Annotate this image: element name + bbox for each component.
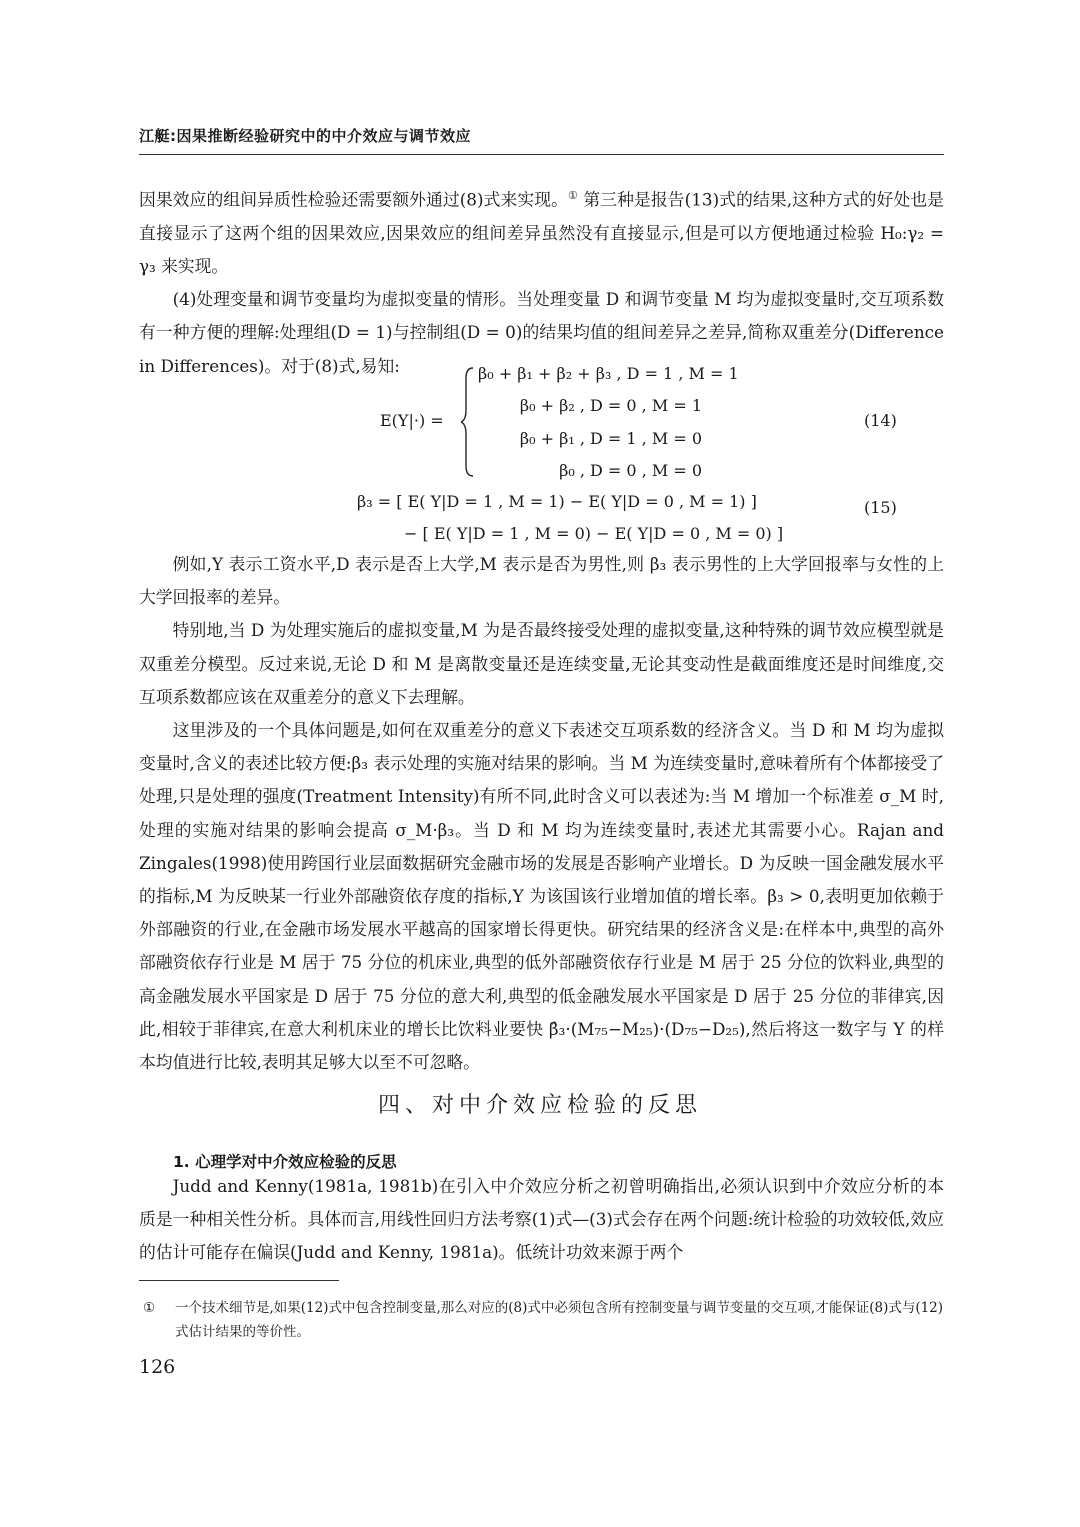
eq14-case-3: β₀ + β₁ , D = 1 , M = 0 <box>519 429 702 448</box>
eq14-number: (14) <box>864 411 897 430</box>
section-title: 四、对中介效应检验的反思 <box>377 1093 702 1118</box>
footnote-ref[interactable]: ① <box>567 189 578 202</box>
paragraph-2: (4)处理变量和调节变量均为虚拟变量的情形。当处理变量 D 和调节变量 M 均为虚拟变量时,交互项系数有一种方便的理解:处理组(D = 1)与控制组(D = 0)的结果均值的组间差异之差异,简称双重差分(Difference in Differences)。对于(8)式,易知: <box>139 289 944 376</box>
header-rule <box>139 154 944 155</box>
body-middle <box>139 548 944 1079</box>
body-bottom <box>139 1170 944 1270</box>
paragraph-5: 这里涉及的一个具体问题是,如何在双重差分的意义下表述交互项系数的经济含义。当 D 和 M 均为虚拟变量时,含义的表述比较方便:β₃ 表示处理的实施对结果的影响。当 M 为连续变量时,意味着所有个体都接受了处理,只是处理的强度(Treatment Intensity)有所不同,此时含义可以表述为:当 M 增加一个标准差 σ_M 时,处理的实施对结果的影响会提高 σ_M·β₃。当 D 和 M 均为连续变量时,表述尤其需要小心。Rajan and Zingales(1998)使用跨国行业层面数据研究金融市场的发展是否影响产业增长。D 为反映一国金融发展水平的指标,M 为反映某一行业外部融资依存度的指标,Y 为该国该行业增加值的增长率。β₃ > 0,表明更加依赖于外部融资的行业,在金融市场发展水平越高的国家增长得更快。研究结果的经济含义是:在样本中,典型的高外部融资依存行业是 M 居于 75 分位的机床业,典型的低外部融资依存行业是 M 居于 25 分位的饮料业,典型的高金融发展水平国家是 D 居于 75 分位的意大利,典型的低金融发展水平国家是 D 居于 25 分位的菲律宾,因此,相较于菲律宾,在意大利机床业的增长比饮料业要快 β̂₃·(M₇₅−M₂₅)·(D₇₅−D₂₅),然后将这一数字与 Y 的样本均值进行比较,表明其足够大以至不可忽略。 <box>139 720 944 1073</box>
paragraph-3: 例如,Y 表示工资水平,D 表示是否上大学,M 表示是否为男性,则 β₃ 表示男性的上大学回报率与女性的上大学回报率的差异。 <box>139 554 944 608</box>
eq14-case-4: β₀ , D = 0 , M = 0 <box>559 461 702 480</box>
paragraph-1: 因果效应的组间异质性检验还需要额外通过(8)式来实现。① 第三种是报告(13)式的结果,这种方式的好处也是直接显示了这两个组的因果效应,因果效应的组间差异虽然没有直接显示,但是可以方便地通过检验 H₀:γ₂ = γ₃ 来实现。 <box>139 189 944 276</box>
eq14-case-2: β₀ + β₂ , D = 0 , M = 1 <box>519 396 702 415</box>
running-header: 江艇:因果推断经验研究中的中介效应与调节效应 <box>139 127 472 145</box>
eq14-case-1: β₀ + β₁ + β₂ + β₃ , D = 1 , M = 1 <box>478 364 739 383</box>
eq14-lhs: E(Y|·) = <box>380 411 444 430</box>
eq15-line-2: − [ E( Y|D = 1 , M = 0) − E( Y|D = 0 , M = 0) ] <box>404 524 784 543</box>
footnote-rule <box>139 1280 339 1281</box>
footnote <box>143 1296 945 1344</box>
footnote-marker: ① <box>143 1300 156 1316</box>
page-number: 126 <box>139 1356 176 1378</box>
eq15-line-1: β₃ = [ E( Y|D = 1 , M = 1) − E( Y|D = 0 , M = 1) ] <box>357 492 757 511</box>
footnote-text: 一个技术细节是,如果(12)式中包含控制变量,那么对应的(8)式中必须包含所有控制变量与调节变量的交互项,才能保证(8)式与(12)式估计结果的等价性。 <box>175 1300 944 1340</box>
paragraph-4: 特别地,当 D 为处理实施后的虚拟变量,M 为是否最终接受处理的虚拟变量,这种特殊的调节效应模型就是双重差分模型。反过来说,无论 D 和 M 是离散变量还是连续变量,无论其变动性是截面维度还是时间维度,交互项系数都应该在双重差分的意义下去理解。 <box>139 620 944 707</box>
subsection-title: 1. 心理学对中介效应检验的反思 <box>173 1153 397 1171</box>
body-top <box>139 179 944 383</box>
eq15-number: (15) <box>864 498 897 517</box>
brace-icon <box>461 366 477 478</box>
paragraph-6: Judd and Kenny(1981a, 1981b)在引入中介效应分析之初曾明确指出,必须认识到中介效应分析的本质是一种相关性分析。具体而言,用线性回归方法考察(1)式—(3)式会存在两个问题:统计检验的功效较低,效应的估计可能存在偏误(Judd and Kenny, 1981a)。低统计功效来源于两个 <box>139 1176 944 1263</box>
